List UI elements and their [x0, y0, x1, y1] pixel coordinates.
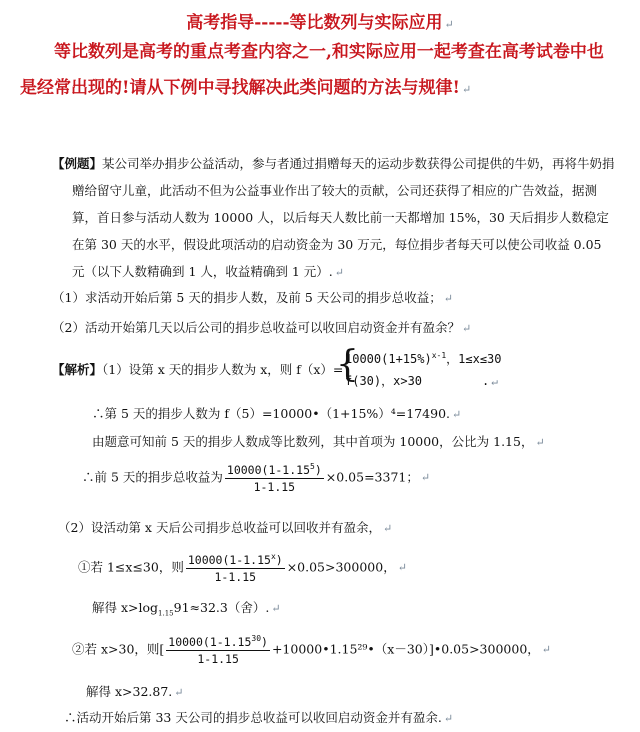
case-1-fraction: $\frac{10000(1-1.15^x)}{1-1.15}$	[187, 552, 283, 584]
piecewise-case-2: f(30)，x>30 . ↵	[345, 374, 498, 388]
example-text: 某公司举办捐步公益活动，参与者通过捐赠每天的运动步数获得公司提供的牛奶，再将牛奶捐赠给留守儿童，此活动不但为公益事业作出了较大的贡献，公司还获得了相应的广告效益，据测算，首日参与活动人数为 10000 人，以后每天人数比前一天都增加 15%，30 天后捐步人数稳定在第 30 天的水平，假设此项活动的启动资金为 30 万元，每位捐步者每天可以使公司收益 0.05 元（以下人数精确到 1 人，收益精确到 1 元）.	[72, 156, 615, 279]
solution-tag: 【解析】	[52, 362, 103, 377]
conclusion: ∴活动开始后第 33 天公司的捐步总收益可以收回启动资金并有盈余. ↵	[64, 710, 454, 725]
page-title: 高考指导-----等比数列与实际应用 ↵	[186, 13, 454, 33]
case-1: ①若 1≤x≤30，则 $\frac{10000(1-1.15^x)}{1-1.15}$ ×0.05>300000， ↵	[78, 552, 407, 584]
solution-5day-revenue: ∴前 5 天的捐步总收益为 $\frac{10000(1-1.15^5)}{1-1.15}$ ×0.05=3371； ↵	[82, 462, 431, 494]
case-2-fraction: $\frac{10000(1-1.15^{30})}{1-1.15}$	[168, 634, 268, 666]
case-2: ②若 x>30，则[ $\frac{10000(1-1.15^{30})}{1-1.15}$ +10000•1.15²⁹•（x－30）]•0.05>300000， ↵	[72, 634, 551, 666]
piecewise-case-1: $10000(1+15\%)^{x-1}$，1≤x≤30	[345, 351, 502, 366]
solution-day5-count: ∴第 5 天的捐步人数为 f（5）=10000•（1+15%）⁴=17490. ↵	[92, 406, 462, 421]
revenue-fraction: $\frac{10000(1-1.15^5)}{1-1.15}$	[226, 462, 322, 494]
question-1: （1）求活动开始后第 5 天的捐步人数，及前 5 天公司的捐步总收益； ↵	[52, 290, 453, 305]
case-1-result: 解得 $x>\log_{1.15}91\approx 32.3$（舍）. ↵	[92, 600, 281, 618]
solution-line-1: 【解析】（1）设第 x 天的捐步人数为 x，则 f（x）=	[52, 362, 344, 377]
solution-geometric-note: 由题意可知前 5 天的捐步人数成等比数列，其中首项为 10000，公比为 1.15， ↵	[92, 434, 545, 449]
example-tag: 【例题】	[52, 156, 103, 171]
case-2-result: 解得 x>32.87. ↵	[86, 684, 184, 699]
intro-paragraph: 等比数列是高考的重点考查内容之一,和实际应用一起考查在高考试卷中也是经常出现的!请从下例中寻找解决此类问题的方法与规律! ↵	[20, 42, 604, 98]
question-2: （2）活动开始第几天以后公司的捐步总收益可以收回启动资金并有盈余？ ↵	[52, 320, 472, 335]
example-paragraph: 【例题】某公司举办捐步公益活动，参与者通过捐赠每天的运动步数获得公司提供的牛奶，再将牛奶捐赠给留守儿童，此活动不但为公益事业作出了较大的贡献，公司还获得了相应的广告效益，据测算，首日参与活动人数为 10000 人，以后每天人数比前一天都增加 15%，30 天后捐步人数稳定在第 30 天的水平，假设此项活动的启动资金为 30 万元，每位捐步者每天可以使公司收益 0.05 元（以下人数精确到 1 人，收益精确到 1 元）. ↵	[52, 156, 615, 279]
piecewise-brace: {	[336, 344, 359, 385]
solution-part2: （2）设活动第 x 天后公司捐步总收益可以回收并有盈余， ↵	[58, 520, 393, 535]
